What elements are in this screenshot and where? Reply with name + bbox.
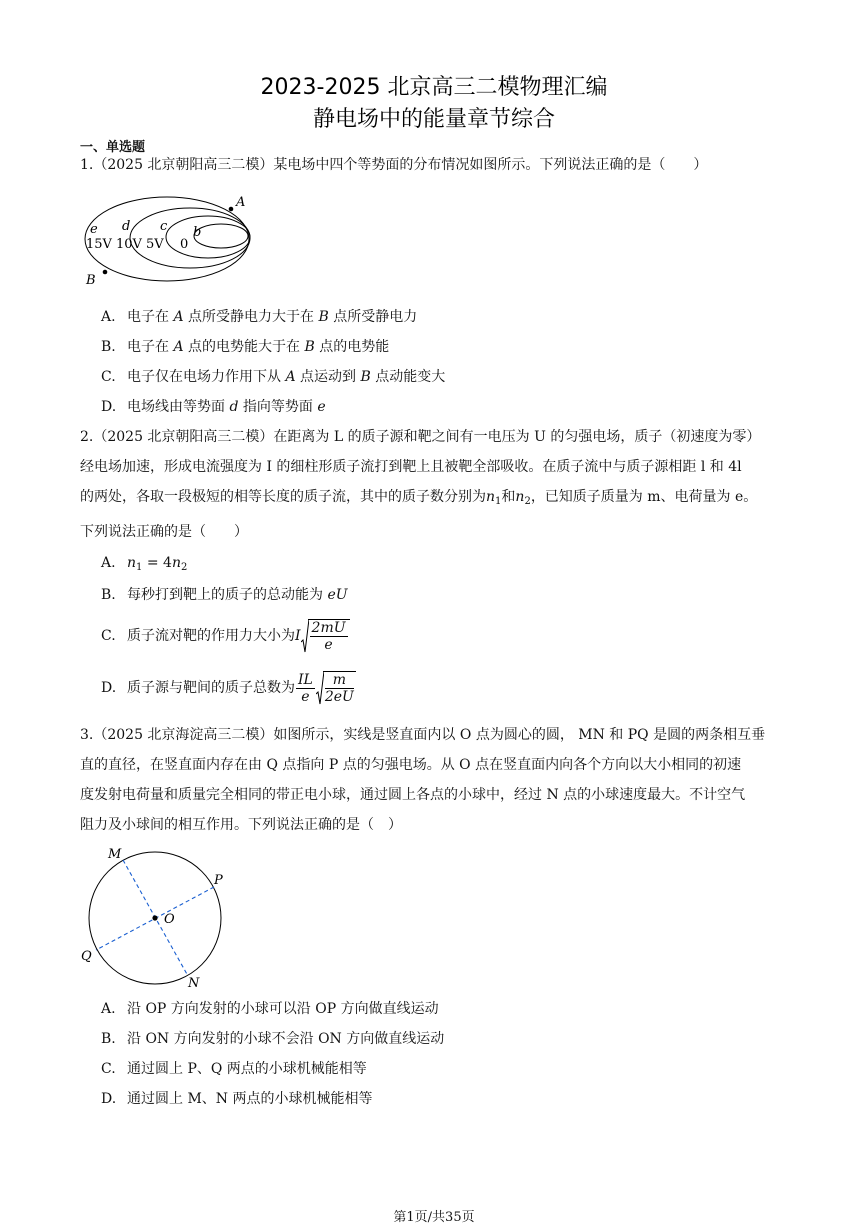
- voltage-5v: 5V: [146, 237, 164, 252]
- question-2-prompt: [80, 422, 792, 547]
- q2-option-c[interactable]: C. 质子流对靶的作用力大小为I $\frac{2mU}{e}$: [101, 618, 351, 654]
- label-m: M: [108, 847, 122, 862]
- q3-line4: 阻力及小球间的相互作用。下列说法正确的是（ ）: [80, 817, 402, 833]
- q2-option-d[interactable]: D. 质子源与靶间的质子总数为 $\frac{IL}{e}$ $\frac{m}{2eU}$: [101, 671, 354, 705]
- q3-option-a[interactable]: A. 沿 OP 方向发射的小球可以沿 OP 方向做直线运动: [101, 1001, 439, 1017]
- label-q: Q: [81, 949, 92, 964]
- label-e: e: [90, 222, 98, 237]
- q3-line3: 度发射电荷量和质量完全相同的带正电小球，通过圆上各点的小球中，经过 N 点的小球速度最大。不计空气: [80, 787, 746, 803]
- label-o: O: [164, 912, 175, 927]
- q3-option-c[interactable]: C. 通过圆上 P、Q 两点的小球机械能相等: [101, 1061, 367, 1077]
- q2-line4: 下列说法正确的是（ ）: [80, 524, 248, 540]
- point-a-dot: [229, 207, 234, 212]
- page-title-line1: 2023-2025 北京高三二模物理汇编: [260, 75, 608, 100]
- question-3-prompt: [80, 720, 792, 840]
- surface-c-curve: [166, 216, 250, 258]
- label-p: P: [214, 873, 223, 888]
- q3-option-b[interactable]: B. 沿 ON 方向发射的小球不会沿 ON 方向做直线运动: [101, 1031, 445, 1047]
- q2-line2: 经电场加速，形成电流强度为 I 的细柱形质子流打到靶上且被靶全部吸收。在质子流中与质子源相距 l 和 4l: [80, 459, 742, 475]
- surface-b-curve: [194, 224, 248, 248]
- q3-option-d[interactable]: D. 通过圆上 M、N 两点的小球机械能相等: [101, 1091, 373, 1107]
- voltage-0: 0: [180, 237, 189, 252]
- q2-option-a[interactable]: A. $n_1 = 4n_2$: [101, 555, 188, 573]
- label-d: d: [122, 219, 131, 234]
- label-b: b: [193, 225, 202, 240]
- q3-line2: 直的直径，在竖直面内存在由 Q 点指向 P 点的匀强电场。从 O 点在竖直面内向各个方向以大小相同的初速: [80, 757, 742, 773]
- q1-option-b[interactable]: B. 电子在 A 点的电势能大于在 B 点的电势能: [101, 339, 390, 355]
- point-b-dot: [103, 270, 108, 275]
- q2-option-b[interactable]: B. 每秒打到靶上的质子的总动能为 eU: [101, 587, 348, 603]
- label-a: A: [236, 195, 246, 210]
- question-1-prompt: 1.（2025 北京朝阳高三二模）某电场中四个等势面的分布情况如图所示。下列说法正确的是（ ）: [80, 157, 708, 173]
- label-n: N: [188, 976, 200, 990]
- q1-option-c[interactable]: C. 电子仅在电场力作用下从 A 点运动到 B 点动能变大: [101, 369, 446, 385]
- page-number: 第1页/共35页: [393, 1210, 475, 1225]
- section-heading: 一、单选题: [80, 140, 146, 155]
- q3-line1: 3.（2025 北京海淀高三二模）如图所示，实线是竖直面内以 O 点为圆心的圆， MN 和 PQ 是圆的两条相互垂: [80, 727, 766, 743]
- center-o-dot: [152, 915, 157, 920]
- label-b-point: B: [86, 273, 96, 288]
- page-title-line2: 静电场中的能量章节综合: [312, 107, 555, 132]
- equipotential-figure: [80, 190, 260, 290]
- q2-line3: 的两处，各取一段极短的相等长度的质子流，其中的质子数分别为$n_1$和$n_2$，已知质子质量为 m、电荷量为 e。: [80, 489, 758, 507]
- q1-option-a[interactable]: A. 电子在 A 点所受静电力大于在 B 点所受静电力: [101, 309, 418, 325]
- label-c: c: [160, 219, 168, 234]
- circle-figure: [78, 842, 238, 990]
- voltage-15v: 15V: [86, 237, 112, 252]
- q1-option-d[interactable]: D. 电场线由等势面 d 指向等势面 e: [101, 399, 326, 415]
- voltage-10v: 10V: [116, 237, 142, 252]
- q2-line1: 2.（2025 北京朝阳高三二模）在距离为 L 的质子源和靶之间有一电压为 U 的匀强电场，质子（初速度为零）: [80, 429, 761, 445]
